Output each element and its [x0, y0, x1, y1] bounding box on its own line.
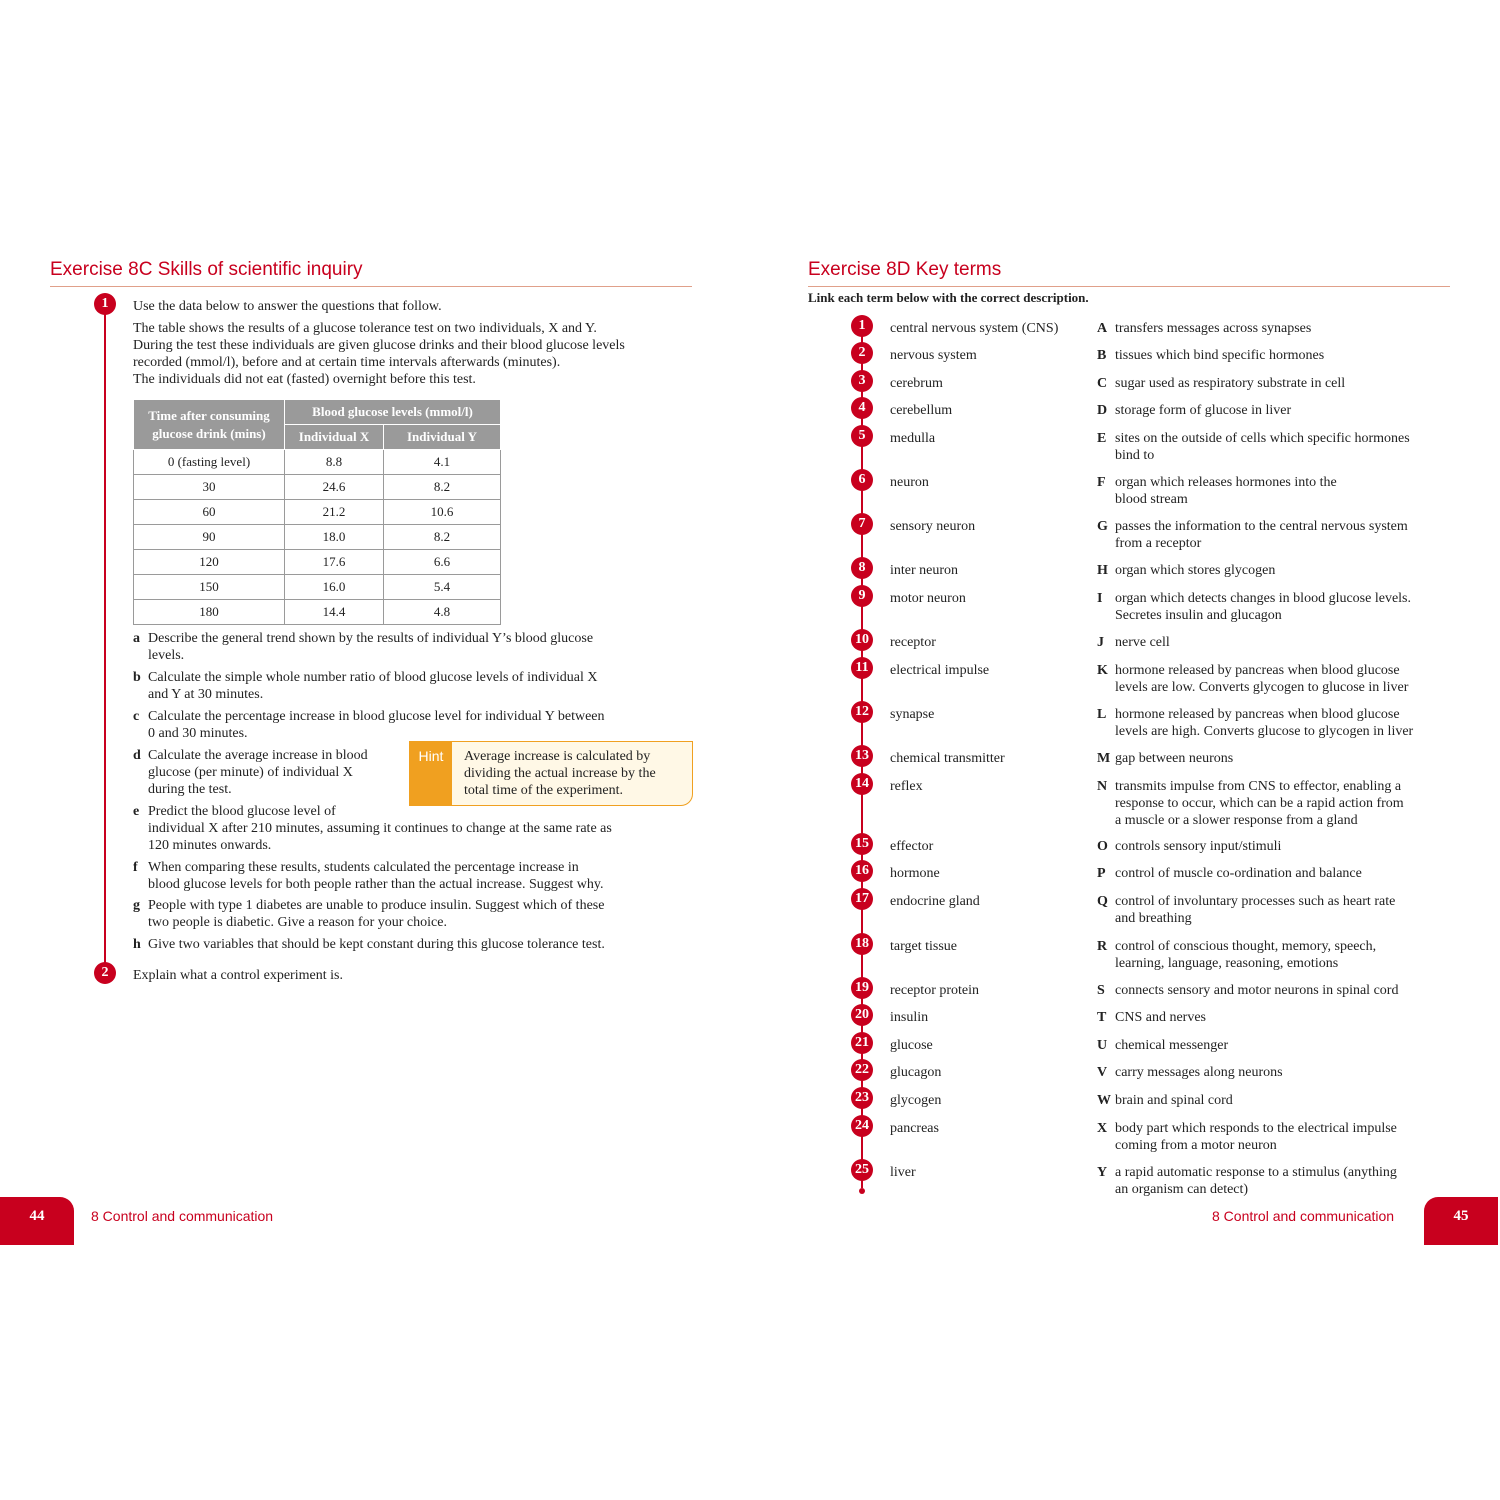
description-letter: M — [1097, 751, 1111, 766]
description-line: coming from a motor neuron — [1115, 1138, 1277, 1153]
description-line: a rapid automatic response to a stimulus (anything — [1115, 1165, 1397, 1180]
sub-line: glucose (per minute) of individual X — [148, 765, 353, 780]
description-line: transfers messages across synapses — [1115, 321, 1312, 336]
term-number: 19 — [851, 977, 873, 999]
description-line: organ which releases hormones into the — [1115, 475, 1337, 490]
term-label: inter neuron — [890, 563, 959, 578]
term-number: 3 — [851, 370, 873, 392]
exercise-8c-title: Exercise 8C Skills of scientific inquiry — [50, 259, 363, 280]
description-line: brain and spinal cord — [1115, 1093, 1233, 1108]
table-cell: 17.6 — [285, 550, 384, 575]
term-label: motor neuron — [890, 591, 966, 606]
term-label: receptor protein — [890, 983, 980, 998]
table-cell: 90 — [134, 525, 285, 550]
term-number: 6 — [851, 469, 873, 491]
description-line: levels are high. Converts glucose to glycogen in liver — [1115, 724, 1414, 739]
table-row — [134, 550, 501, 575]
description-line: from a receptor — [1115, 536, 1202, 551]
description-line: passes the information to the central nervous system — [1115, 519, 1408, 534]
term-number: 25 — [851, 1159, 873, 1181]
term-label: pancreas — [890, 1121, 939, 1136]
table-cell: 14.4 — [285, 600, 384, 625]
sub-line: levels. — [148, 648, 185, 663]
term-label: glucose — [890, 1038, 933, 1053]
chapter-footer: 8 Control and communication — [1212, 1208, 1395, 1224]
sub-letter: b — [133, 670, 141, 685]
table-cell: 4.8 — [384, 600, 501, 625]
term-label: effector — [890, 839, 934, 854]
description-line: controls sensory input/stimuli — [1115, 839, 1282, 854]
table-header-line: Time after consuming — [148, 407, 270, 423]
sub-line: Describe the general trend shown by the results of individual Y’s blood glucose — [148, 631, 594, 646]
description-letter: K — [1097, 663, 1108, 678]
term-label: nervous system — [890, 348, 977, 363]
table-cell: 8.2 — [384, 475, 501, 500]
term-number: 8 — [851, 557, 873, 579]
table-cell: 150 — [134, 575, 285, 600]
question-line — [104, 306, 106, 971]
table-row — [134, 450, 501, 475]
description-letter: C — [1097, 376, 1108, 391]
hint-line: total time of the experiment. — [464, 783, 624, 798]
term-number: 24 — [851, 1115, 873, 1137]
description-letter: V — [1097, 1065, 1108, 1080]
sub-line: Calculate the percentage increase in blood glucose level for individual Y between — [148, 709, 605, 724]
description-line: control of involuntary processes such as heart rate — [1115, 894, 1396, 909]
table-cell: 18.0 — [285, 525, 384, 550]
question-number-1: 1 — [94, 293, 116, 315]
q1-intro: Use the data below to answer the questions that follow. — [133, 299, 442, 314]
term-number: 4 — [851, 397, 873, 419]
q1-paragraph-line: The individuals did not eat (fasted) overnight before this test. — [133, 372, 476, 387]
description-line: storage form of glucose in liver — [1115, 403, 1292, 418]
table-cell: 8.8 — [285, 450, 384, 475]
description-letter: I — [1097, 591, 1103, 606]
glucose-table — [133, 399, 501, 625]
sub-line: individual X after 210 minutes, assuming it continues to change at the same rate as — [148, 821, 612, 836]
term-label: synapse — [890, 707, 935, 722]
description-line: body part which responds to the electrical impulse — [1115, 1121, 1397, 1136]
description-letter: W — [1097, 1093, 1111, 1108]
description-line: carry messages along neurons — [1115, 1065, 1283, 1080]
table-cell: 8.2 — [384, 525, 501, 550]
description-letter: U — [1097, 1038, 1108, 1053]
sub-line: and Y at 30 minutes. — [148, 687, 264, 702]
description-line: bind to — [1115, 448, 1155, 463]
hint-label: Hint — [410, 742, 452, 805]
term-number: 11 — [851, 657, 873, 679]
term-label: sensory neuron — [890, 519, 976, 534]
table-row — [134, 475, 501, 500]
sub-letter: d — [133, 748, 141, 763]
q2-text: Explain what a control experiment is. — [133, 968, 343, 983]
sub-letter: f — [133, 860, 138, 875]
description-letter: R — [1097, 939, 1108, 954]
sub-line: People with type 1 diabetes are unable to produce insulin. Suggest which of these — [148, 898, 605, 913]
description-letter: Y — [1097, 1165, 1108, 1180]
description-line: sites on the outside of cells which specific hormones — [1115, 431, 1410, 446]
table-header-y: Individual Y — [384, 425, 501, 450]
title-rule — [808, 286, 1450, 287]
page-number: 45 — [1424, 1197, 1498, 1245]
table-cell: 60 — [134, 500, 285, 525]
term-label: electrical impulse — [890, 663, 990, 678]
term-number: 15 — [851, 833, 873, 855]
term-label: liver — [890, 1165, 916, 1180]
description-line: connects sensory and motor neurons in spinal cord — [1115, 983, 1399, 998]
description-letter: Q — [1097, 894, 1108, 909]
description-line: nerve cell — [1115, 635, 1170, 650]
table-cell: 21.2 — [285, 500, 384, 525]
term-number: 18 — [851, 933, 873, 955]
term-number: 20 — [851, 1004, 873, 1026]
hint-text — [464, 748, 688, 799]
question-number-2: 2 — [94, 962, 116, 984]
term-number: 13 — [851, 745, 873, 767]
description-line: organ which stores glycogen — [1115, 563, 1276, 578]
description-line: chemical messenger — [1115, 1038, 1229, 1053]
sub-letter: g — [133, 898, 140, 913]
hint-line: dividing the actual increase by the — [464, 766, 656, 781]
table-cell: 4.1 — [384, 450, 501, 475]
table-row — [134, 525, 501, 550]
description-line: gap between neurons — [1115, 751, 1234, 766]
term-number: 22 — [851, 1059, 873, 1081]
sub-letter: a — [133, 631, 140, 646]
term-number: 2 — [851, 342, 873, 364]
sub-line: blood glucose levels for both people rather than the actual increase. Suggest why. — [148, 877, 604, 892]
table-header-time — [134, 400, 285, 450]
description-letter: N — [1097, 779, 1108, 794]
instruction: Link each term below with the correct description. — [808, 290, 1089, 305]
term-label: neuron — [890, 475, 929, 490]
description-letter: X — [1097, 1121, 1108, 1136]
description-line: hormone released by pancreas when blood glucose — [1115, 663, 1400, 678]
term-number: 7 — [851, 513, 873, 535]
term-number: 16 — [851, 860, 873, 882]
sub-line: 0 and 30 minutes. — [148, 726, 248, 741]
term-number: 10 — [851, 629, 873, 651]
sub-letter: e — [133, 804, 140, 819]
description-letter: D — [1097, 403, 1108, 418]
sub-line: Calculate the simple whole number ratio of blood glucose levels of individual X — [148, 670, 598, 685]
description-line: an organism can detect) — [1115, 1182, 1249, 1197]
table-row — [134, 500, 501, 525]
description-line: organ which detects changes in blood glucose levels. — [1115, 591, 1411, 606]
description-line: and breathing — [1115, 911, 1192, 926]
description-letter: F — [1097, 475, 1106, 490]
description-letter: S — [1097, 983, 1105, 998]
q1-paragraph-line: The table shows the results of a glucose tolerance test on two individuals, X and Y. — [133, 321, 597, 336]
term-number: 12 — [851, 701, 873, 723]
sub-letter: h — [133, 937, 141, 952]
term-label: endocrine gland — [890, 894, 980, 909]
table-cell: 24.6 — [285, 475, 384, 500]
sub-letter: c — [133, 709, 140, 724]
term-label: glucagon — [890, 1065, 942, 1080]
term-label: cerebellum — [890, 403, 953, 418]
term-label: reflex — [890, 779, 923, 794]
table-row — [134, 600, 501, 625]
term-label: cerebrum — [890, 376, 943, 391]
description-line: hormone released by pancreas when blood glucose — [1115, 707, 1400, 722]
description-letter: J — [1097, 635, 1104, 650]
sub-line: Calculate the average increase in blood — [148, 748, 368, 763]
description-letter: B — [1097, 348, 1107, 363]
description-letter: T — [1097, 1010, 1107, 1025]
description-letter: O — [1097, 839, 1108, 854]
table-cell: 30 — [134, 475, 285, 500]
term-label: receptor — [890, 635, 936, 650]
description-line: blood stream — [1115, 492, 1188, 507]
description-line: CNS and nerves — [1115, 1010, 1206, 1025]
table-cell: 5.4 — [384, 575, 501, 600]
table-header-group: Blood glucose levels (mmol/l) — [285, 400, 501, 425]
table-cell: 180 — [134, 600, 285, 625]
sub-line: 120 minutes onwards. — [148, 838, 272, 853]
description-line: transmits impulse from CNS to effector, enabling a — [1115, 779, 1402, 794]
q1-paragraph-line: recorded (mmol/l), before and at certain time intervals afterwards (minutes). — [133, 355, 561, 370]
term-number: 21 — [851, 1032, 873, 1054]
table-header-x: Individual X — [285, 425, 384, 450]
description-letter: G — [1097, 519, 1108, 534]
description-letter: H — [1097, 563, 1108, 578]
term-label: glycogen — [890, 1093, 942, 1108]
description-line: response to occur, which can be a rapid action from — [1115, 796, 1404, 811]
page-number: 44 — [0, 1197, 74, 1245]
description-line: levels are low. Converts glycogen to glucose in liver — [1115, 680, 1409, 695]
title-rule — [50, 286, 692, 287]
term-label: hormone — [890, 866, 940, 881]
description-letter: P — [1097, 866, 1106, 881]
sub-line: Give two variables that should be kept constant during this glucose tolerance test. — [148, 937, 605, 952]
table-cell: 6.6 — [384, 550, 501, 575]
chapter-footer: 8 Control and communication — [91, 1208, 274, 1224]
description-line: learning, language, reasoning, emotions — [1115, 956, 1339, 971]
description-line: control of muscle co-ordination and balance — [1115, 866, 1362, 881]
term-label: insulin — [890, 1010, 929, 1025]
term-number: 14 — [851, 773, 873, 795]
sub-line: Predict the blood glucose level of — [148, 804, 336, 819]
term-label: target tissue — [890, 939, 958, 954]
term-label: chemical transmitter — [890, 751, 1005, 766]
sub-line: When comparing these results, students calculated the percentage increase in — [148, 860, 579, 875]
table-cell: 10.6 — [384, 500, 501, 525]
term-label: central nervous system (CNS) — [890, 321, 1059, 336]
hint-box — [409, 741, 693, 806]
table-header-line: glucose drink (mins) — [152, 425, 266, 441]
sub-line: two people is diabetic. Give a reason for your choice. — [148, 915, 447, 930]
hint-line: Average increase is calculated by — [464, 749, 651, 764]
term-label: medulla — [890, 431, 936, 446]
exercise-8d-title: Exercise 8D Key terms — [808, 259, 1002, 280]
q1-paragraph — [133, 320, 625, 388]
description-letter: E — [1097, 431, 1107, 446]
description-line: Secretes insulin and glucagon — [1115, 608, 1282, 623]
sub-line: during the test. — [148, 782, 232, 797]
description-line: control of conscious thought, memory, speech, — [1115, 939, 1377, 954]
description-line: sugar used as respiratory substrate in cell — [1115, 376, 1346, 391]
table-cell: 16.0 — [285, 575, 384, 600]
term-number: 23 — [851, 1087, 873, 1109]
term-number: 9 — [851, 585, 873, 607]
description-letter: A — [1097, 321, 1108, 336]
description-line: tissues which bind specific hormones — [1115, 348, 1325, 363]
q1-paragraph-line: During the test these individuals are given glucose drinks and their blood glucose levels — [133, 338, 625, 353]
terms-line-end — [859, 1188, 865, 1194]
description-line: a muscle or a slower response from a gland — [1115, 813, 1358, 828]
term-number: 1 — [851, 315, 873, 337]
table-row — [134, 575, 501, 600]
term-number: 5 — [851, 425, 873, 447]
term-number: 17 — [851, 888, 873, 910]
description-letter: L — [1097, 707, 1107, 722]
table-cell: 0 (fasting level) — [134, 450, 285, 475]
table-cell: 120 — [134, 550, 285, 575]
